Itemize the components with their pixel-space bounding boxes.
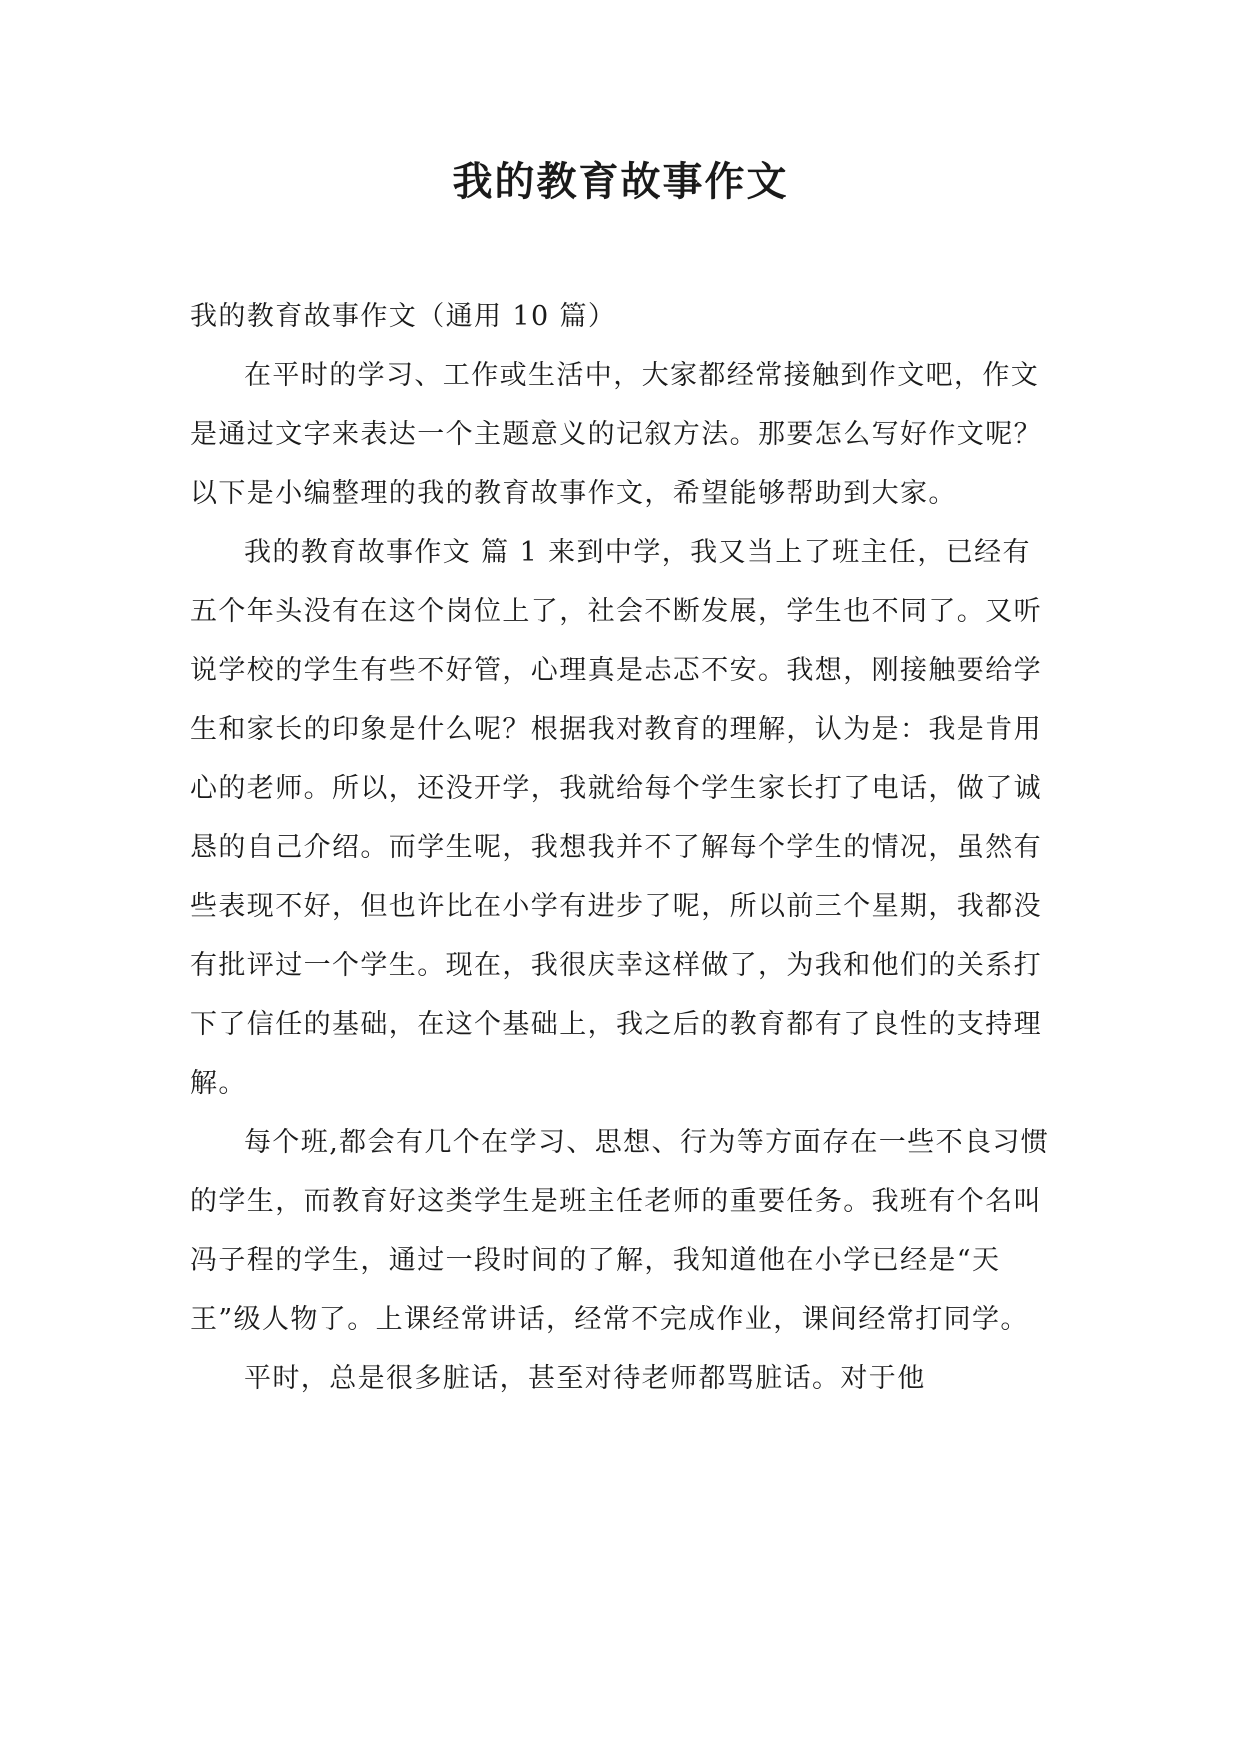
document-title: 我的教育故事作文 (452, 159, 789, 205)
intro-paragraph: 在平时的学习、工作或生活中，大家都经常接触到作文吧，作文是通过文字来表达一个主题意义的记叙方法。那要怎么写好作文呢？以下是小编整理的我的教育故事作文，希望能够帮助到大家。 (190, 360, 1042, 509)
essay-1-paragraph-1: 我的教育故事作文 篇 1 来到中学，我又当上了班主任，已经有五个年头没有在这个岗位上了，社会不断发展，学生也不同了。又听说学校的学生有些不好管，心理真是忐忑不安。我想，刚接触要给学生和家长的印象是什么呢？根据我对教育的理解，认为是：我是肯用心的老师。所以，还没开学，我就给每个学生家长打了电话，做了诚恳的自己介绍。而学生呢，我想我并不了解每个学生的情况，虽然有些表现不好，但也许比在小学有进步了呢，所以前三个星期，我都没有批评过一个学生。现在，我很庆幸这样做了，为我和他们的关系打下了信任的基础，在这个基础上，我之后的教育都有了良性的支持理解。 (190, 537, 1042, 1099)
essay-1-paragraph-2: 每个班,都会有几个在学习、思想、行为等方面存在一些不良习惯的学生，而教育好这类学生是班主任老师的重要任务。我班有个名叫冯子程的学生，通过一段时间的了解，我知道他在小学已经是“天王”级人物了。上课经常讲话，经常不完成作业，课间经常打同学。 (190, 1127, 1050, 1335)
document-subtitle: 我的教育故事作文（通用 10 篇） (190, 301, 617, 332)
document-body (190, 287, 1050, 1408)
essay-1-paragraph-3: 平时，总是很多脏话，甚至对待老师都骂脏话。对于他 (244, 1363, 926, 1394)
